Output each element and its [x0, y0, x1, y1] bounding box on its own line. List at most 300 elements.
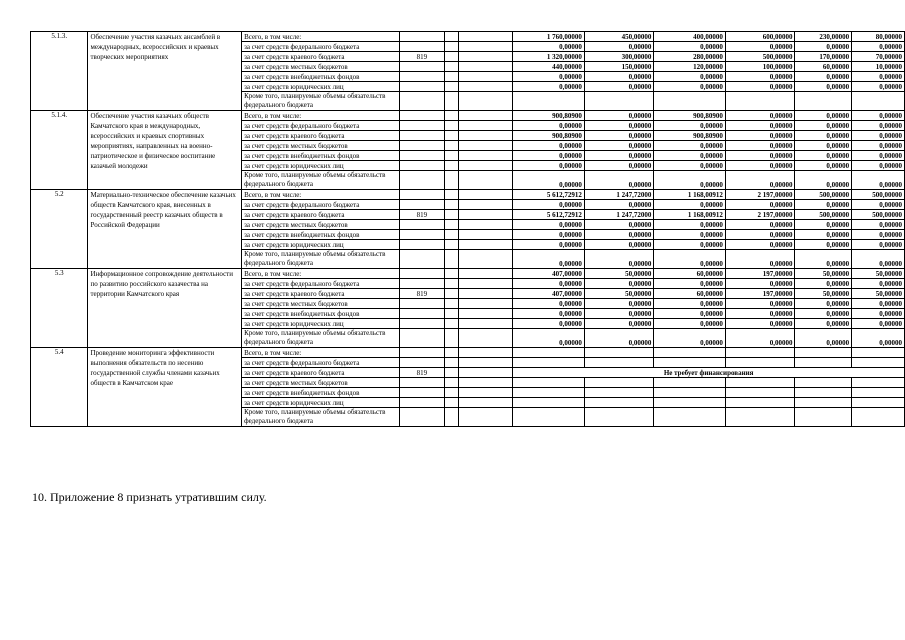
amount-cell	[852, 408, 905, 427]
amount-cell: 0,00000	[852, 111, 905, 121]
amount-cell: 70,00000	[852, 52, 905, 62]
amount-cell	[852, 348, 905, 358]
amount-cell	[795, 388, 852, 398]
amount-cell	[654, 378, 726, 388]
amount-cell: 0,00000	[725, 42, 795, 52]
amount-cell: 500,00000	[725, 52, 795, 62]
amount-cell: 407,00000	[513, 289, 585, 299]
empty-cell	[458, 72, 512, 82]
empty-cell	[458, 240, 512, 250]
funding-source: за счет средств федерального бюджета	[242, 279, 399, 289]
budget-code: 819	[399, 289, 445, 299]
amount-cell: 450,00000	[584, 32, 654, 42]
budget-code	[399, 111, 445, 121]
amount-cell: 150,00000	[584, 62, 654, 72]
amount-cell	[795, 398, 852, 408]
empty-cell	[445, 121, 459, 131]
amount-cell: 0,00000	[795, 299, 852, 309]
amount-cell: 0,00000	[852, 82, 905, 92]
amount-cell: 0,00000	[584, 141, 654, 151]
amount-cell: 0,00000	[725, 200, 795, 210]
budget-code	[399, 141, 445, 151]
amount-cell	[654, 408, 726, 427]
funding-source: за счет средств внебюджетных фондов	[242, 388, 399, 398]
funding-source: за счет средств юридических лиц	[242, 398, 399, 408]
empty-cell	[445, 329, 459, 348]
amount-cell: 0,00000	[513, 329, 585, 348]
amount-cell: 0,00000	[654, 250, 726, 269]
amount-cell: 407,00000	[513, 269, 585, 279]
budget-code	[399, 230, 445, 240]
funding-source: за счет средств юридических лиц	[242, 82, 399, 92]
amount-cell: 0,00000	[852, 279, 905, 289]
amount-cell: 50,00000	[852, 289, 905, 299]
budget-code	[399, 348, 445, 358]
budget-code	[399, 388, 445, 398]
amount-cell: 0,00000	[725, 240, 795, 250]
budget-code	[399, 240, 445, 250]
funding-source: Кроме того, планируемые объемы обязательств федерального бюджета	[242, 250, 399, 269]
amount-cell: 0,00000	[795, 121, 852, 131]
funding-source: Кроме того, планируемые объемы обязательств федерального бюджета	[242, 92, 399, 111]
amount-cell: 0,00000	[795, 161, 852, 171]
amount-cell: 0,00000	[852, 161, 905, 171]
budget-code	[399, 42, 445, 52]
amount-cell: 0,00000	[584, 151, 654, 161]
amount-cell: 0,00000	[654, 279, 726, 289]
budget-code	[399, 82, 445, 92]
empty-cell	[445, 131, 459, 141]
amount-cell: 0,00000	[725, 230, 795, 240]
amount-cell: 0,00000	[654, 141, 726, 151]
budget-code	[399, 309, 445, 319]
empty-cell	[458, 319, 512, 329]
empty-cell	[458, 329, 512, 348]
amount-cell: 0,00000	[584, 250, 654, 269]
funding-source: за счет средств федерального бюджета	[242, 358, 399, 368]
funding-source: за счет средств федерального бюджета	[242, 42, 399, 52]
funding-source: за счет средств местных бюджетов	[242, 62, 399, 72]
empty-cell	[458, 388, 512, 398]
empty-cell	[445, 72, 459, 82]
budget-code	[399, 62, 445, 72]
amount-cell: 170,00000	[795, 52, 852, 62]
amount-cell: 0,00000	[654, 42, 726, 52]
amount-cell: 0,00000	[725, 319, 795, 329]
empty-cell	[458, 289, 512, 299]
footer-note: 10. Приложение 8 признать утратившим силу.	[32, 490, 267, 504]
empty-cell	[458, 200, 512, 210]
item-name: Проведение мониторинга эффективности выполнения обязательств по несению государственной службы членами казачьих обществ в Камчатском крае	[88, 348, 242, 427]
amount-cell: 60,00000	[654, 289, 726, 299]
amount-cell: 0,00000	[725, 151, 795, 161]
amount-cell: 0,00000	[725, 131, 795, 141]
budget-code	[399, 151, 445, 161]
amount-cell: 400,00000	[654, 32, 726, 42]
empty-cell	[445, 408, 459, 427]
empty-cell	[445, 220, 459, 230]
empty-cell	[458, 398, 512, 408]
amount-cell: 0,00000	[852, 299, 905, 309]
amount-cell: 1 168,00912	[654, 210, 726, 220]
empty-cell	[445, 52, 459, 62]
amount-cell: 0,00000	[584, 161, 654, 171]
item-number: 5.2	[31, 190, 88, 269]
amount-cell: 0,00000	[725, 161, 795, 171]
empty-cell	[445, 171, 459, 190]
amount-cell: 0,00000	[795, 200, 852, 210]
budget-code	[399, 329, 445, 348]
item-name: Информационное сопровождение деятельности по развитию российского казачества на территории Камчатского края	[88, 269, 242, 348]
empty-cell	[458, 230, 512, 240]
budget-code	[399, 131, 445, 141]
empty-cell	[458, 121, 512, 131]
amount-cell: 0,00000	[513, 82, 585, 92]
amount-cell: 0,00000	[725, 329, 795, 348]
funding-source: Кроме того, планируемые объемы обязательств федерального бюджета	[242, 408, 399, 427]
amount-cell: 0,00000	[654, 329, 726, 348]
empty-cell	[445, 161, 459, 171]
budget-code: 819	[399, 368, 445, 378]
budget-code	[399, 269, 445, 279]
empty-cell	[458, 210, 512, 220]
amount-cell: 60,00000	[654, 269, 726, 279]
amount-cell: 0,00000	[852, 250, 905, 269]
funding-source: Кроме того, планируемые объемы обязательств федерального бюджета	[242, 171, 399, 190]
amount-cell: 0,00000	[584, 240, 654, 250]
funding-source: за счет средств краевого бюджета	[242, 131, 399, 141]
amount-cell	[725, 388, 795, 398]
table-row	[31, 32, 905, 42]
amount-cell: 0,00000	[795, 82, 852, 92]
empty-cell	[458, 269, 512, 279]
amount-cell	[513, 348, 585, 358]
no-funding-note: Не требует финансирования	[513, 368, 905, 378]
amount-cell: 0,00000	[654, 319, 726, 329]
empty-cell	[445, 92, 459, 111]
empty-cell	[445, 111, 459, 121]
amount-cell: 0,00000	[795, 131, 852, 141]
empty-cell	[458, 220, 512, 230]
funding-source: за счет средств федерального бюджета	[242, 200, 399, 210]
amount-cell	[795, 92, 852, 111]
budget-code	[399, 358, 445, 368]
empty-cell	[458, 52, 512, 62]
item-number: 5.1.4.	[31, 111, 88, 190]
empty-cell	[445, 82, 459, 92]
funding-source: Всего, в том числе:	[242, 32, 399, 42]
amount-cell: 0,00000	[584, 171, 654, 190]
funding-source: за счет средств юридических лиц	[242, 240, 399, 250]
empty-cell	[458, 131, 512, 141]
amount-cell	[654, 358, 726, 368]
amount-cell: 0,00000	[513, 279, 585, 289]
amount-cell	[795, 358, 852, 368]
amount-cell	[584, 358, 654, 368]
amount-cell: 1 247,72000	[584, 210, 654, 220]
empty-cell	[445, 250, 459, 269]
table-row	[31, 269, 905, 279]
amount-cell: 0,00000	[795, 42, 852, 52]
empty-cell	[445, 240, 459, 250]
amount-cell: 0,00000	[725, 82, 795, 92]
empty-cell	[458, 378, 512, 388]
empty-cell	[458, 82, 512, 92]
amount-cell: 0,00000	[795, 220, 852, 230]
amount-cell: 0,00000	[654, 121, 726, 131]
amount-cell: 50,00000	[584, 289, 654, 299]
amount-cell: 0,00000	[852, 220, 905, 230]
amount-cell: 197,00000	[725, 289, 795, 299]
amount-cell: 1 247,72000	[584, 190, 654, 200]
amount-cell: 0,00000	[852, 131, 905, 141]
amount-cell: 0,00000	[513, 151, 585, 161]
budget-code	[399, 250, 445, 269]
amount-cell: 0,00000	[725, 72, 795, 82]
budget-code	[399, 171, 445, 190]
amount-cell: 0,00000	[513, 220, 585, 230]
empty-cell	[445, 279, 459, 289]
amount-cell: 0,00000	[584, 111, 654, 121]
funding-source: за счет средств краевого бюджета	[242, 52, 399, 62]
amount-cell: 0,00000	[852, 171, 905, 190]
empty-cell	[445, 210, 459, 220]
empty-cell	[445, 348, 459, 358]
empty-cell	[458, 171, 512, 190]
amount-cell	[584, 388, 654, 398]
item-number: 5.1.3.	[31, 32, 88, 111]
funding-source: за счет средств краевого бюджета	[242, 368, 399, 378]
amount-cell	[795, 408, 852, 427]
funding-source: Всего, в том числе:	[242, 348, 399, 358]
amount-cell: 500,00000	[795, 190, 852, 200]
amount-cell: 0,00000	[654, 299, 726, 309]
amount-cell: 1 760,00000	[513, 32, 585, 42]
amount-cell: 0,00000	[584, 230, 654, 240]
amount-cell: 0,00000	[654, 171, 726, 190]
item-name: Обеспечение участия казачьих обществ Камчатского края в международных, всероссийских и краевых спортивных мероприятиях, направленных на военно-патриотическое и физическое воспитание казачьей молодежи	[88, 111, 242, 190]
empty-cell	[445, 378, 459, 388]
empty-cell	[445, 289, 459, 299]
empty-cell	[458, 368, 512, 378]
amount-cell: 0,00000	[584, 72, 654, 82]
funding-source: за счет средств юридических лиц	[242, 319, 399, 329]
amount-cell: 0,00000	[584, 42, 654, 52]
funding-source: за счет средств местных бюджетов	[242, 299, 399, 309]
budget-code	[399, 319, 445, 329]
amount-cell: 0,00000	[654, 200, 726, 210]
amount-cell	[513, 388, 585, 398]
amount-cell: 0,00000	[795, 230, 852, 240]
amount-cell: 50,00000	[795, 289, 852, 299]
budget-code	[399, 378, 445, 388]
budget-code	[399, 279, 445, 289]
empty-cell	[445, 269, 459, 279]
amount-cell	[654, 92, 726, 111]
funding-source: за счет средств краевого бюджета	[242, 210, 399, 220]
amount-cell: 500,00000	[795, 210, 852, 220]
empty-cell	[458, 141, 512, 151]
funding-source: Всего, в том числе:	[242, 269, 399, 279]
amount-cell	[513, 398, 585, 408]
amount-cell: 50,00000	[584, 269, 654, 279]
amount-cell: 0,00000	[584, 279, 654, 289]
amount-cell: 0,00000	[852, 200, 905, 210]
amount-cell: 0,00000	[584, 329, 654, 348]
amount-cell: 440,00000	[513, 62, 585, 72]
funding-source: за счет средств федерального бюджета	[242, 121, 399, 131]
empty-cell	[445, 151, 459, 161]
amount-cell: 0,00000	[795, 309, 852, 319]
amount-cell: 10,00000	[852, 62, 905, 72]
amount-cell: 0,00000	[852, 141, 905, 151]
amount-cell: 0,00000	[513, 299, 585, 309]
amount-cell: 1 168,00912	[654, 190, 726, 200]
amount-cell: 900,80900	[513, 111, 585, 121]
empty-cell	[445, 230, 459, 240]
empty-cell	[458, 161, 512, 171]
amount-cell: 0,00000	[654, 240, 726, 250]
funding-source: за счет средств местных бюджетов	[242, 220, 399, 230]
amount-cell: 0,00000	[584, 220, 654, 230]
funding-source: за счет средств местных бюджетов	[242, 141, 399, 151]
item-number: 5.3	[31, 269, 88, 348]
amount-cell	[513, 378, 585, 388]
funding-source: за счет средств внебюджетных фондов	[242, 151, 399, 161]
amount-cell: 0,00000	[725, 309, 795, 319]
amount-cell	[584, 378, 654, 388]
amount-cell: 0,00000	[795, 72, 852, 82]
funding-source: за счет средств местных бюджетов	[242, 378, 399, 388]
table-row	[31, 190, 905, 200]
empty-cell	[458, 279, 512, 289]
amount-cell	[725, 358, 795, 368]
amount-cell	[584, 408, 654, 427]
amount-cell: 0,00000	[725, 141, 795, 151]
amount-cell: 0,00000	[725, 299, 795, 309]
amount-cell	[513, 408, 585, 427]
budget-code	[399, 299, 445, 309]
amount-cell: 0,00000	[513, 121, 585, 131]
amount-cell: 600,00000	[725, 32, 795, 42]
amount-cell: 0,00000	[852, 121, 905, 131]
item-name: Обеспечение участия казачьих ансамблей в международных, всероссийских и краевых творческих мероприятиях	[88, 32, 242, 111]
budget-table-body	[31, 32, 905, 427]
amount-cell: 0,00000	[654, 309, 726, 319]
funding-source: за счет средств внебюджетных фондов	[242, 309, 399, 319]
amount-cell: 0,00000	[513, 171, 585, 190]
amount-cell: 0,00000	[584, 121, 654, 131]
amount-cell: 0,00000	[513, 200, 585, 210]
amount-cell: 0,00000	[795, 151, 852, 161]
amount-cell	[654, 398, 726, 408]
amount-cell	[852, 92, 905, 111]
empty-cell	[445, 190, 459, 200]
amount-cell	[725, 348, 795, 358]
empty-cell	[445, 299, 459, 309]
amount-cell	[852, 388, 905, 398]
empty-cell	[445, 358, 459, 368]
budget-code	[399, 161, 445, 171]
empty-cell	[458, 250, 512, 269]
amount-cell: 300,00000	[584, 52, 654, 62]
amount-cell: 0,00000	[795, 111, 852, 121]
budget-code: 819	[399, 210, 445, 220]
amount-cell: 0,00000	[725, 121, 795, 131]
amount-cell: 0,00000	[795, 171, 852, 190]
amount-cell: 120,00000	[654, 62, 726, 72]
empty-cell	[445, 398, 459, 408]
item-name: Материально-техническое обеспечение казачьих обществ Камчатского края, внесенных в государственный реестр казачьих обществ в Российской Федерации	[88, 190, 242, 269]
amount-cell: 0,00000	[725, 250, 795, 269]
empty-cell	[458, 190, 512, 200]
empty-cell	[445, 368, 459, 378]
amount-cell: 197,00000	[725, 269, 795, 279]
amount-cell: 0,00000	[584, 131, 654, 141]
empty-cell	[458, 309, 512, 319]
amount-cell: 50,00000	[852, 269, 905, 279]
amount-cell: 0,00000	[513, 72, 585, 82]
amount-cell	[852, 378, 905, 388]
amount-cell: 0,00000	[852, 72, 905, 82]
amount-cell: 0,00000	[513, 309, 585, 319]
amount-cell: 0,00000	[795, 329, 852, 348]
budget-code: 819	[399, 52, 445, 62]
amount-cell: 0,00000	[852, 329, 905, 348]
empty-cell	[445, 388, 459, 398]
budget-code	[399, 190, 445, 200]
amount-cell: 500,00000	[852, 190, 905, 200]
amount-cell	[725, 92, 795, 111]
empty-cell	[445, 32, 459, 42]
amount-cell: 0,00000	[584, 82, 654, 92]
amount-cell: 0,00000	[584, 200, 654, 210]
amount-cell: 0,00000	[725, 279, 795, 289]
amount-cell: 0,00000	[513, 42, 585, 52]
funding-source: за счет средств юридических лиц	[242, 161, 399, 171]
amount-cell: 1 320,00000	[513, 52, 585, 62]
amount-cell: 0,00000	[584, 319, 654, 329]
amount-cell: 900,80900	[654, 111, 726, 121]
amount-cell: 900,80900	[513, 131, 585, 141]
amount-cell: 0,00000	[795, 141, 852, 151]
empty-cell	[445, 141, 459, 151]
amount-cell: 0,00000	[654, 72, 726, 82]
amount-cell	[584, 348, 654, 358]
amount-cell: 2 197,00000	[725, 190, 795, 200]
amount-cell: 50,00000	[795, 269, 852, 279]
empty-cell	[458, 32, 512, 42]
amount-cell: 0,00000	[654, 161, 726, 171]
amount-cell: 0,00000	[584, 309, 654, 319]
funding-source: за счет средств внебюджетных фондов	[242, 230, 399, 240]
amount-cell	[725, 408, 795, 427]
amount-cell: 80,00000	[852, 32, 905, 42]
amount-cell	[795, 348, 852, 358]
amount-cell: 0,00000	[513, 230, 585, 240]
budget-table	[30, 31, 905, 427]
amount-cell: 0,00000	[795, 240, 852, 250]
amount-cell: 5 612,72912	[513, 190, 585, 200]
empty-cell	[458, 299, 512, 309]
table-row	[31, 348, 905, 358]
amount-cell: 0,00000	[852, 42, 905, 52]
budget-code	[399, 72, 445, 82]
amount-cell	[795, 378, 852, 388]
amount-cell: 280,00000	[654, 52, 726, 62]
amount-cell: 0,00000	[513, 141, 585, 151]
funding-source: Всего, в том числе:	[242, 111, 399, 121]
